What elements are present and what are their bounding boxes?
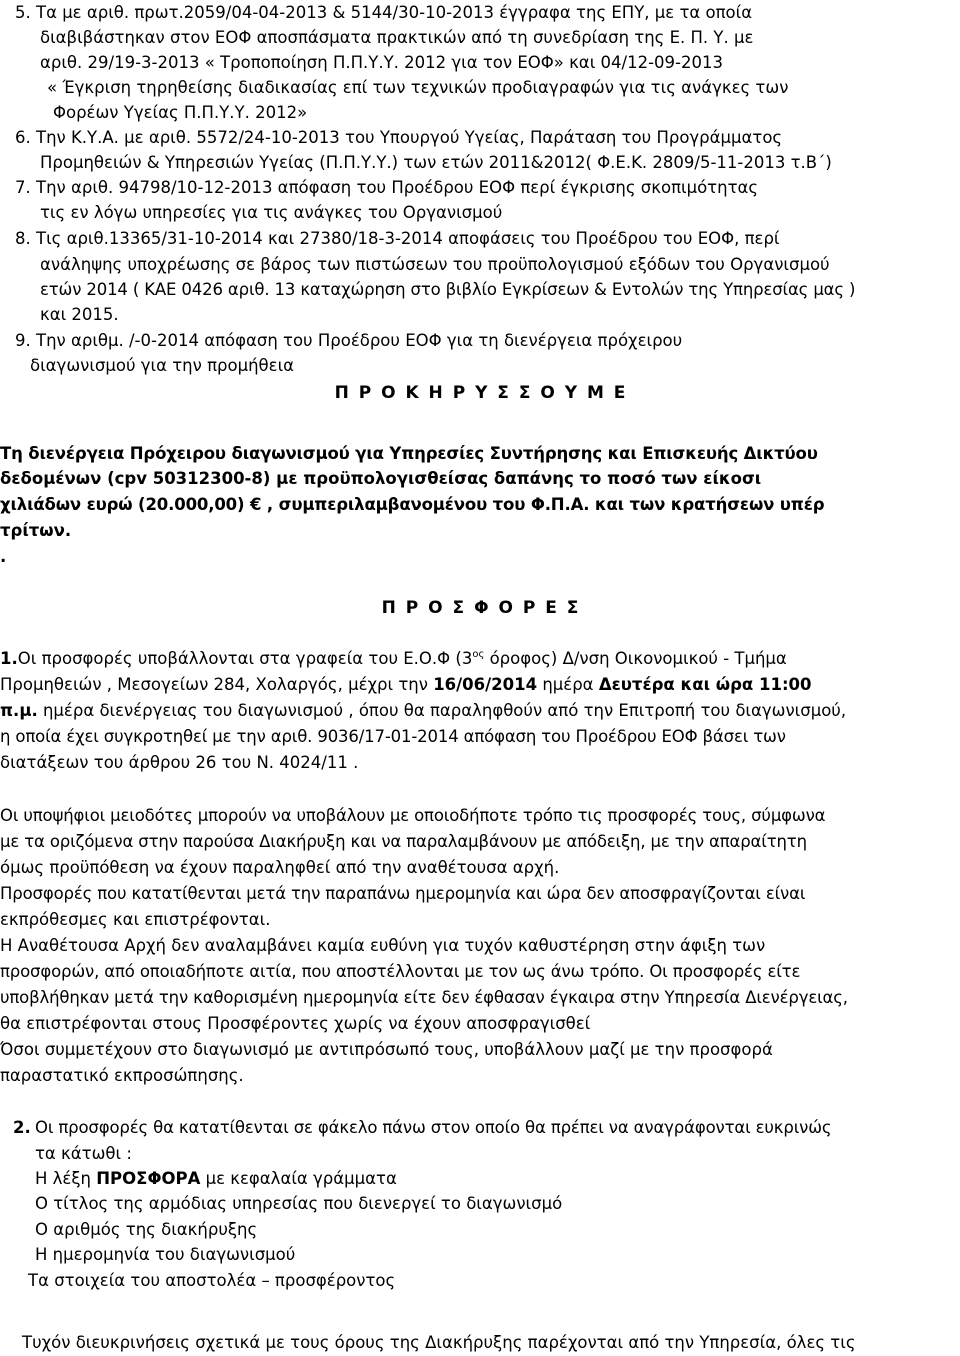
- item-6-line-1: 6. Την Κ.Υ.Α. με αριθ. 5572/24-10-2013 του Υπουργού Υγείας, Παράταση του Προγράμματος: [15, 128, 783, 147]
- deadline-day-time: Δευτέρα και ώρα 11:00: [598, 675, 812, 694]
- submission-line-11: παραστατικό εκπροσώπησης.: [0, 1066, 244, 1085]
- item-5-line-1: 5. Τα με αριθ. πρωτ.2059/04-04-2013 & 5144/30-10-2013 έγγραφα της ΕΠΥ, με τα οποία: [15, 3, 753, 22]
- offers-number-1: 1.: [0, 649, 18, 668]
- submission-line-5: εκπρόθεσμες και επιστρέφονται.: [0, 910, 271, 929]
- offer-word: ΠΡΟΣΦΟΡΑ: [96, 1169, 201, 1188]
- section-2-line-4: Ο τίτλος της αρμόδιας υπηρεσίας που διενεργεί το διαγωνισμό: [35, 1194, 563, 1213]
- submission-line-3: όμως προϋπόθεση να έχουν παραληφθεί από την αναθέτουσα αρχή.: [0, 858, 560, 877]
- item-5-line-2: διαβιβάστηκαν στον ΕΟΦ αποσπάσματα πρακτικών από τη συνεδρίαση της Ε. Π. Υ. με: [40, 28, 754, 47]
- offers-line-1: [0, 648, 787, 670]
- deadline-date: 16/06/2014: [433, 675, 538, 694]
- floor-superscript: ος: [472, 649, 485, 660]
- item-7-line-2: τις εν λόγω υπηρεσίες για τις ανάγκες του Οργανισμού: [40, 203, 503, 222]
- item-8-line-1: 8. Τις αριθ.13365/31-10-2014 και 27380/18-3-2014 αποφάσεις του Προέδρου του ΕΟΦ, περί: [15, 229, 780, 248]
- submission-line-9: θα επιστρέφονται στους Προσφέροντες χωρίς να έχουν αποσφραγισθεί: [0, 1014, 591, 1033]
- item-9-line-2: διαγωνισμού για την προμήθεια: [30, 356, 295, 375]
- section-2-line-2: τα κάτωθι :: [35, 1144, 132, 1163]
- submission-line-4: Προσφορές που κατατίθενται μετά την παραπάνω ημερομηνία και ώρα δεν αποσφραγίζονται είναι: [0, 884, 806, 903]
- item-5-line-3: αριθ. 29/19-3-2013 « Τροποποίηση Π.Π.Υ.Υ. 2012 για τον ΕΟΦ» και 04/12-09-2013: [40, 53, 723, 72]
- heading-announce: Π Ρ Ο Κ Η Ρ Υ Σ Σ Ο Υ Μ Ε: [334, 383, 626, 403]
- submission-line-1: Οι υποψήφιοι μειοδότες μπορούν να υποβάλουν με οποιοδήποτε τρόπο τις προσφορές τους, σύμφωνα: [0, 806, 826, 825]
- submission-line-8: υποβλήθηκαν μετά την καθορισμένη ημερομηνία είτε δεν έφθασαν έγκαιρα στην Υπηρεσία Διενέργειας,: [0, 988, 848, 1007]
- item-8-line-3: ετών 2014 ( ΚΑΕ 0426 αριθ. 13 καταχώρηση στο βιβλίο Εγκρίσεων & Εντολών της Υπηρεσίας μας ): [40, 280, 856, 299]
- offers-line-2-a: Προμηθειών , Μεσογείων 284, Χολαργός, μέχρι την: [0, 675, 434, 694]
- tender-line-3: χιλιάδων ευρώ (20.000,00) € , συμπεριλαμβανομένου του Φ.Π.Α. και των κρατήσεων υπέρ: [0, 495, 825, 514]
- item-6-line-2: Προμηθειών & Υπηρεσιών Υγείας (Π.Π.Υ.Υ.) των ετών 2011&2012( Φ.Ε.Κ. 2809/5-11-2013 τ.Β΄): [40, 153, 832, 172]
- section-2-line-3: [35, 1168, 397, 1190]
- offers-line-2-b: ημέρα: [537, 675, 599, 694]
- section-2-number: 2.: [13, 1118, 31, 1137]
- section-2-line-3-b: με κεφαλαία γράμματα: [200, 1169, 397, 1188]
- offers-line-5: διατάξεων του άρθρου 26 του Ν. 4024/11 .: [0, 753, 359, 772]
- item-5-line-4: « Έγκριση τηρηθείσης διαδικασίας επί των τεχνικών προδιαγραφών για τις ανάγκες των: [47, 78, 789, 97]
- item-8-line-2: ανάληψης υποχρέωσης σε βάρος των πιστώσεων του προϋπολογισμού εξόδων του Οργανισμού: [40, 255, 830, 274]
- footer-line: Τυχόν διευκρινήσεις σχετικά με τους όρους της Διακήρυξης παρέχονται από την Υπηρεσία, όλες τις: [22, 1333, 856, 1352]
- item-5-line-5: Φορέων Υγείας Π.Π.Υ.Υ. 2012»: [53, 103, 308, 122]
- offers-line-1-b: όροφος) Δ/νση Οικονομικού - Τμήμα: [484, 649, 787, 668]
- tender-line-1: Τη διενέργεια Πρόχειρου διαγωνισμού για Υπηρεσίες Συντήρησης και Επισκευής Δικτύου: [0, 444, 818, 463]
- offers-line-2: [0, 674, 812, 696]
- offers-line-4: η οποία έχει συγκροτηθεί με την αριθ. 9036/17-01-2014 απόφαση του Προέδρου ΕΟΦ βάσει των: [0, 727, 786, 746]
- submission-line-10: Όσοι συμμετέχουν στο διαγωνισμό με αντιπρόσωπό τους, υποβάλλουν μαζί με την προσφορά: [0, 1040, 773, 1059]
- submission-line-2: με τα οριζόμενα στην παρούσα Διακήρυξη και να παραλαμβάνουν με απόδειξη, με την απαραίτητη: [0, 832, 807, 851]
- tender-line-2: δεδομένων (cpv 50312300-8) με προϋπολογισθείσας δαπάνης το ποσό των είκοσι: [0, 469, 762, 488]
- offers-line-3-a: ημέρα διενέργειας του διαγωνισμού , όπου θα παραληφθούν από την Επιτροπή του διαγωνισμού,: [37, 701, 847, 720]
- tender-line-5: .: [0, 547, 7, 566]
- offers-line-3: [0, 700, 846, 722]
- item-8-line-4: και 2015.: [40, 305, 119, 324]
- deadline-pm: π.μ.: [0, 701, 38, 720]
- tender-line-4: τρίτων.: [0, 521, 72, 540]
- section-2-line-5: Ο αριθμός της διακήρυξης: [35, 1220, 258, 1239]
- item-9-line-1: 9. Την αριθμ. /-0-2014 απόφαση του Προέδρου ΕΟΦ για τη διενέργεια πρόχειρου: [15, 331, 683, 350]
- section-2-line-1: Οι προσφορές θα κατατίθενται σε φάκελο πάνω στον οποίο θα πρέπει να αναγράφονται ευκρινώς: [35, 1118, 832, 1137]
- submission-line-7: προσφορών, από οποιαδήποτε αιτία, που αποστέλλονται με τον ως άνω τρόπο. Οι προσφορές είτε: [0, 962, 801, 981]
- heading-offers: Π Ρ Ο Σ Φ Ο Ρ Ε Σ: [381, 598, 579, 618]
- offers-line-1-a: Οι προσφορές υποβάλλονται στα γραφεία του Ε.Ο.Φ (3: [17, 649, 473, 668]
- item-7-line-1: 7. Την αριθ. 94798/10-12-2013 απόφαση του Προέδρου ΕΟΦ περί έγκρισης σκοπιμότητας: [15, 178, 759, 197]
- section-2-line-7: Τα στοιχεία του αποστολέα – προσφέροντος: [28, 1271, 396, 1290]
- section-2-line-6: Η ημερομηνία του διαγωνισμού: [35, 1245, 296, 1264]
- submission-line-6: Η Αναθέτουσα Αρχή δεν αναλαμβάνει καμία ευθύνη για τυχόν καθυστέρηση στην άφιξη των: [0, 936, 766, 955]
- section-2-line-3-a: Η λέξη: [35, 1169, 97, 1188]
